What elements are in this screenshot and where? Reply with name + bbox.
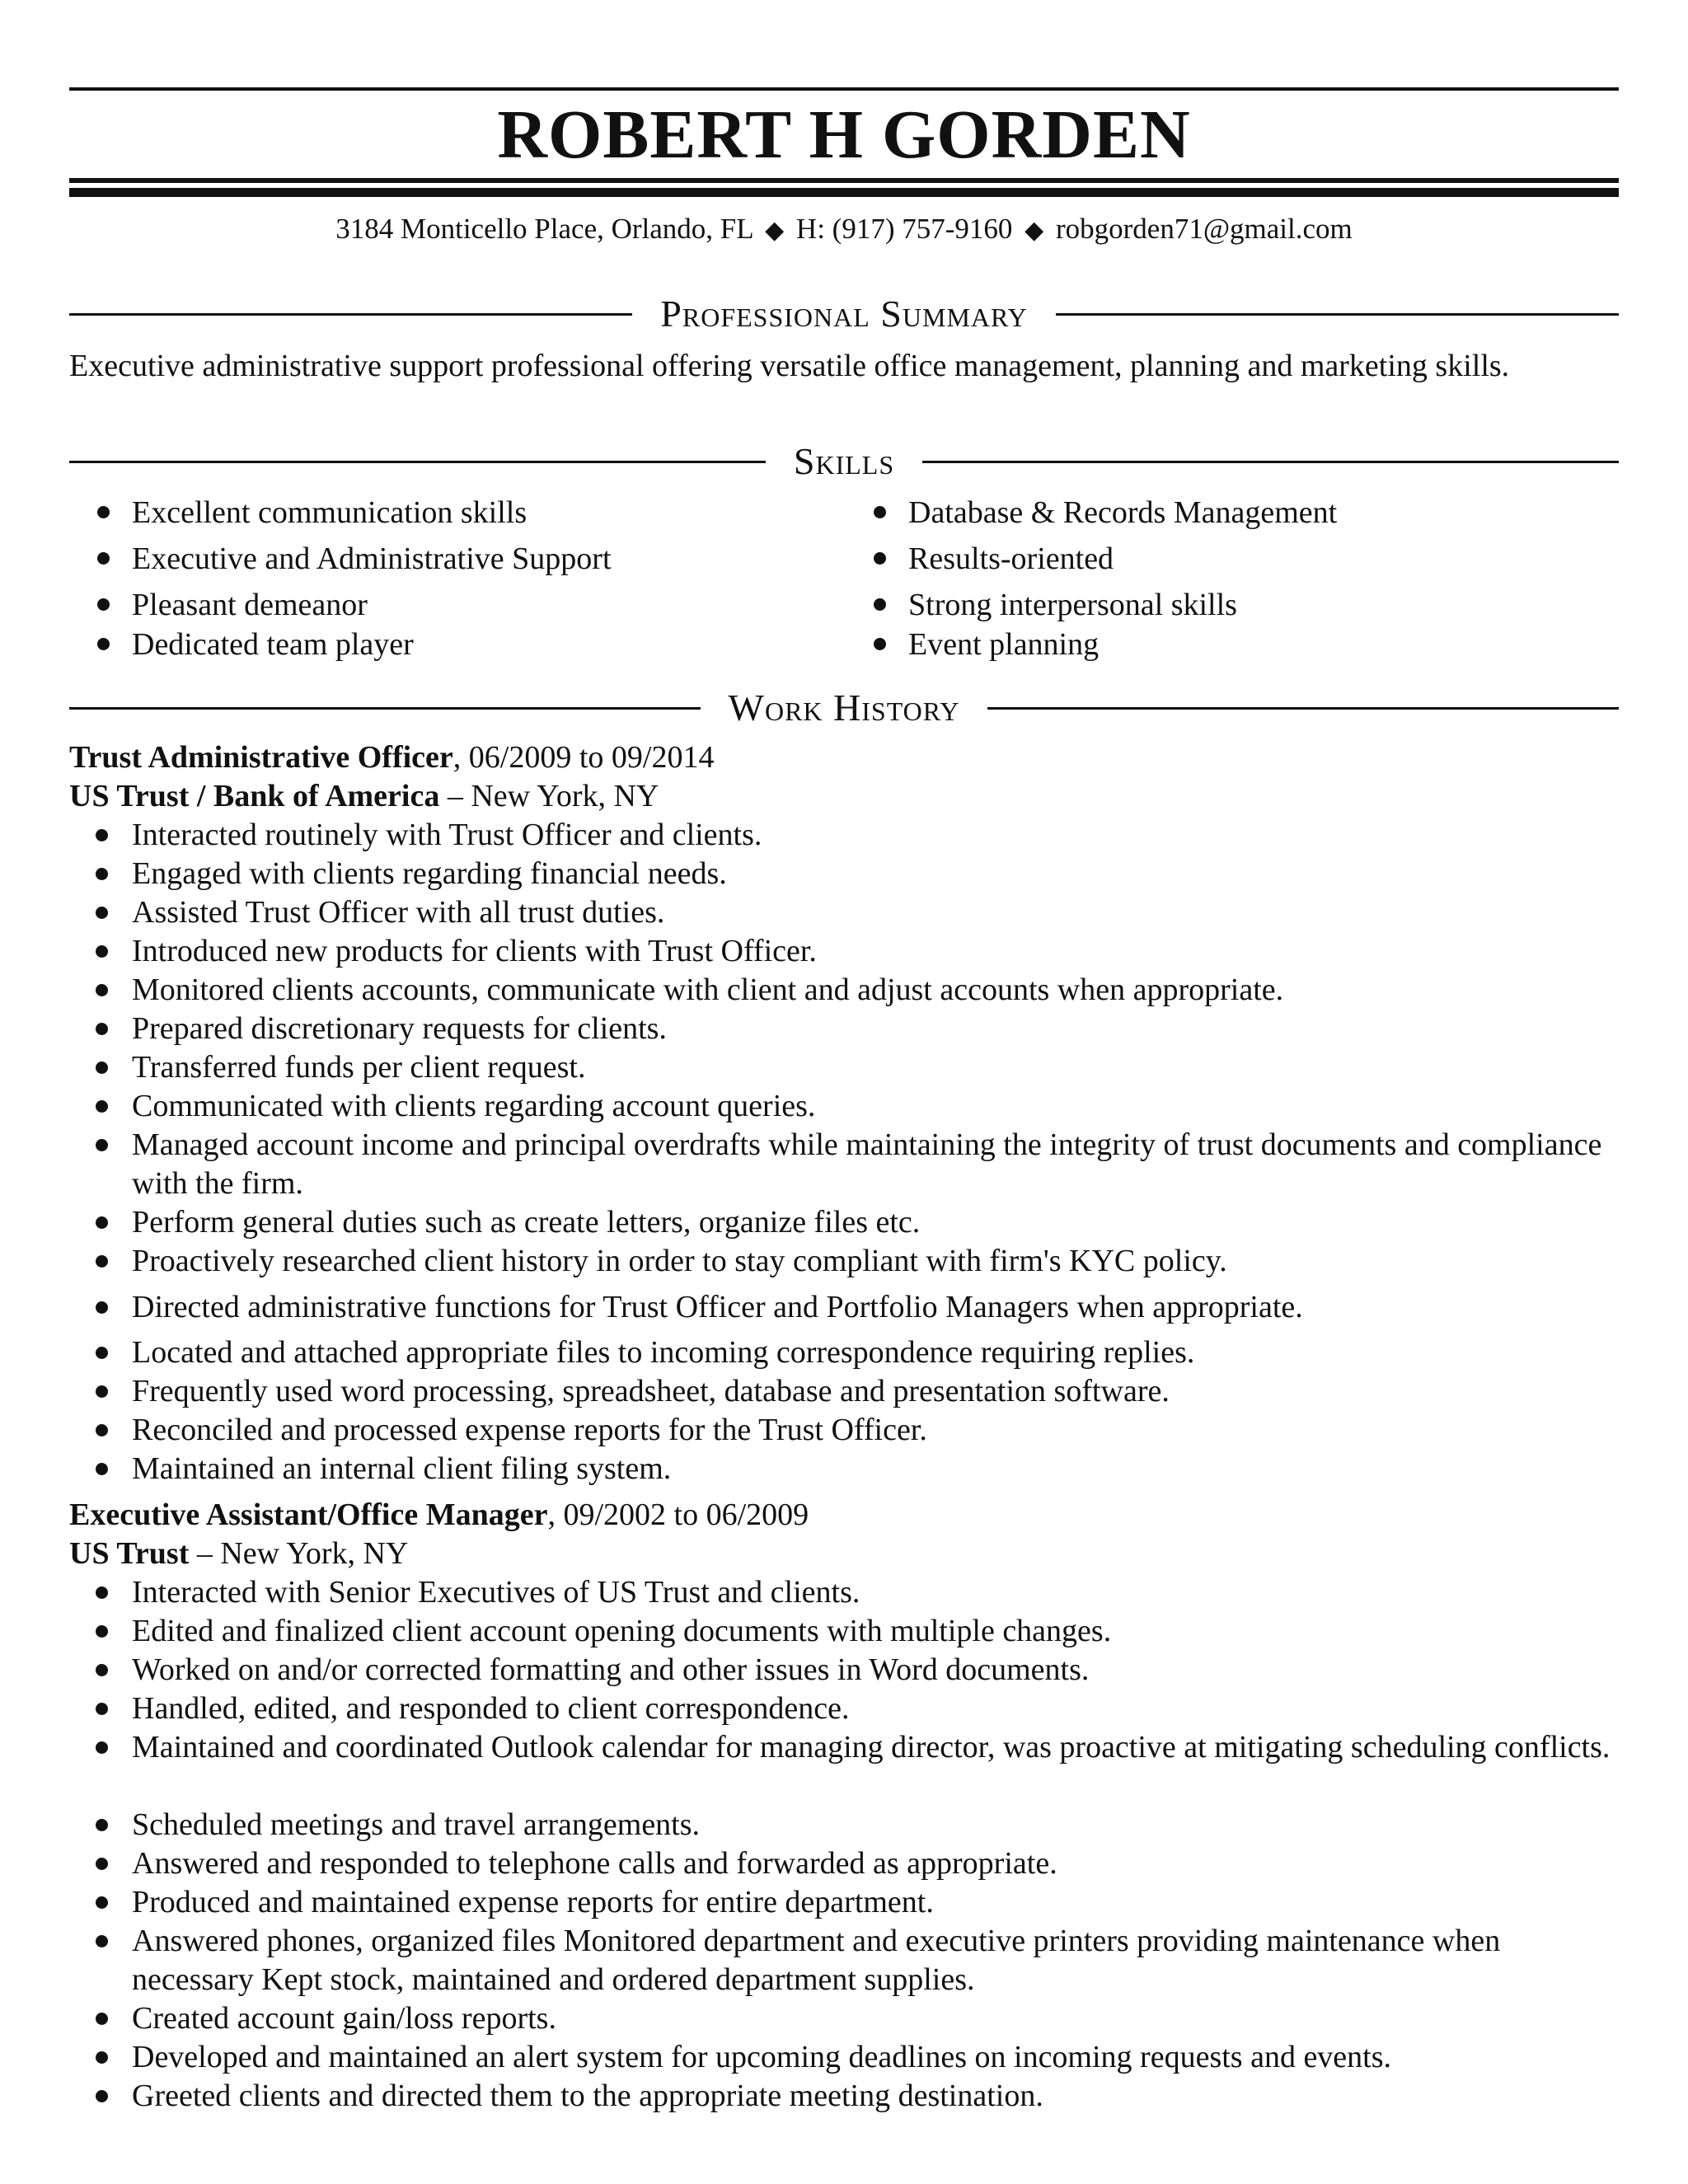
bullet-icon <box>96 1935 108 1947</box>
bullet-icon <box>96 1741 108 1754</box>
summary-heading <box>69 291 1619 337</box>
heading-rule <box>69 461 766 463</box>
duty-item: Interacted routinely with Trust Officer and clients. <box>132 816 1619 855</box>
duty-item: Communicated with clients regarding account queries. <box>132 1087 1619 1126</box>
duty-item: Perform general duties such as create letters, organize files etc. <box>132 1203 1619 1242</box>
bullet-icon <box>96 1255 108 1268</box>
duty-item: Introduced new products for clients with Trust Officer. <box>132 932 1619 971</box>
job-title-line <box>69 1496 809 1535</box>
bullet-icon <box>96 1347 108 1359</box>
bullet-icon <box>96 1858 108 1870</box>
bullet-icon <box>96 1896 108 1909</box>
bullet-icon <box>96 829 108 841</box>
duty-item: Located and attached appropriate files to incoming correspondence requiring replies. <box>132 1333 1619 1372</box>
job-company-line <box>69 777 659 816</box>
bullet-icon <box>96 1216 108 1229</box>
duty-item: Maintained and coordinated Outlook calendar for managing director, was proactive at mitigating scheduling conflicts. <box>132 1728 1619 1767</box>
bullet-icon <box>96 1023 108 1035</box>
duty-item: Worked on and/or corrected formatting and other issues in Word documents. <box>132 1651 1619 1690</box>
bullet-icon <box>97 506 110 518</box>
job-title-line <box>69 738 714 777</box>
address: 3184 Monticello Place, Orlando, FL <box>335 213 753 245</box>
job-company-line <box>69 1535 408 1573</box>
bullet-icon <box>96 1301 108 1314</box>
bullet-icon <box>96 1586 108 1599</box>
bullet-icon <box>96 1062 108 1074</box>
duty-item: Developed and maintained an alert system for upcoming deadlines on incoming requests and events. <box>132 2038 1619 2077</box>
bullet-icon <box>96 945 108 958</box>
summary-heading-title: Professional Summary <box>660 293 1028 335</box>
header-rule-thin <box>69 178 1619 183</box>
diamond-separator-icon: ◆ <box>765 217 785 244</box>
candidate-name: ROBERT H GORDEN <box>497 96 1191 173</box>
bullet-icon <box>96 2013 108 2025</box>
bullet-icon <box>96 1385 108 1398</box>
duty-item: Assisted Trust Officer with all trust duties. <box>132 893 1619 932</box>
bullet-icon <box>874 552 886 565</box>
duty-item: Transferred funds per client request. <box>132 1048 1619 1087</box>
skill-item: Pleasant demeanor <box>132 588 368 622</box>
heading-rule <box>922 461 1619 463</box>
duty-item: Answered phones, organized files Monitored department and executive printers providing maintenance when necessary Kept stock, maintained and ordered department supplies. <box>132 1922 1619 1999</box>
job-title: Executive Assistant/Office Manager <box>69 1497 548 1532</box>
duty-item: Proactively researched client history in order to stay compliant with firm's KYC policy. <box>132 1242 1619 1281</box>
bullet-icon <box>874 506 886 518</box>
bullet-icon <box>96 1625 108 1638</box>
work-history-heading <box>69 685 1619 731</box>
bullet-icon <box>96 1100 108 1113</box>
heading-rule <box>69 313 632 316</box>
skill-item: Excellent communication skills <box>132 495 528 530</box>
bullet-icon <box>97 598 110 611</box>
skill-item: Executive and Administrative Support <box>132 541 612 576</box>
bullet-icon <box>874 638 886 650</box>
duty-item: Interacted with Senior Executives of US Trust and clients. <box>132 1573 1619 1612</box>
company-name: US Trust / Bank of America <box>69 779 440 813</box>
duty-item: Produced and maintained expense reports for entire department. <box>132 1883 1619 1922</box>
work-history-heading-title: Work History <box>728 687 960 729</box>
bullet-icon <box>96 868 108 880</box>
duty-item: Created account gain/loss reports. <box>132 1999 1619 2038</box>
job-dates: , 06/2009 to 09/2014 <box>452 740 715 775</box>
header-top-rule <box>69 87 1619 91</box>
summary-text: Executive administrative support professional offering versatile office management, planning and marketing skills. <box>69 349 1510 383</box>
heading-rule <box>1056 313 1619 316</box>
bullet-icon <box>96 984 108 996</box>
bullet-icon <box>96 2090 108 2102</box>
bullet-icon <box>96 1664 108 1676</box>
bullet-icon <box>97 638 110 650</box>
skills-heading-title: Skills <box>793 440 895 482</box>
duty-item: Maintained an internal client filing system. <box>132 1450 1619 1488</box>
duty-item: Prepared discretionary requests for clients. <box>132 1010 1619 1048</box>
duty-item: Handled, edited, and responded to client correspondence. <box>132 1690 1619 1728</box>
company-name: US Trust <box>69 1536 190 1571</box>
duty-item: Managed account income and principal overdrafts while maintaining the integrity of trust documents and compliance with the firm. <box>132 1126 1619 1203</box>
duty-item: Frequently used word processing, spreadsheet, database and presentation software. <box>132 1372 1619 1411</box>
company-location: – New York, NY <box>189 1536 409 1571</box>
heading-rule <box>69 707 701 710</box>
duty-item: Monitored clients accounts, communicate with client and adjust accounts when appropriate. <box>132 971 1619 1010</box>
email[interactable]: robgorden71@gmail.com <box>1055 213 1353 245</box>
duty-item: Engaged with clients regarding financial needs. <box>132 855 1619 893</box>
bullet-icon <box>96 1139 108 1151</box>
bullet-icon <box>96 1819 108 1831</box>
company-location: – New York, NY <box>439 779 659 813</box>
bullet-icon <box>97 552 110 565</box>
contact-line <box>69 211 1619 249</box>
duty-item: Directed administrative functions for Trust Officer and Portfolio Managers when appropriate. <box>132 1288 1619 1327</box>
bullet-icon <box>96 2051 108 2064</box>
duty-item: Edited and finalized client account opening documents with multiple changes. <box>132 1612 1619 1651</box>
job-dates: , 09/2002 to 06/2009 <box>547 1497 809 1532</box>
job-title: Trust Administrative Officer <box>69 740 453 775</box>
bullet-icon <box>96 907 108 919</box>
duty-item: Reconciled and processed expense reports for the Trust Officer. <box>132 1411 1619 1450</box>
bullet-icon <box>96 1424 108 1436</box>
header-rule-thick <box>69 188 1619 197</box>
skill-item: Dedicated team player <box>132 627 414 662</box>
diamond-separator-icon: ◆ <box>1025 217 1044 244</box>
skill-item: Event planning <box>908 627 1100 662</box>
bullet-icon <box>96 1703 108 1715</box>
skill-item: Database & Records Management <box>908 495 1338 530</box>
duty-item: Scheduled meetings and travel arrangements. <box>132 1806 1619 1844</box>
bullet-icon <box>96 1463 108 1475</box>
skills-heading <box>69 438 1619 485</box>
heading-rule <box>987 707 1619 710</box>
phone: H: (917) 757-9160 <box>795 213 1013 245</box>
duty-item: Greeted clients and directed them to the appropriate meeting destination. <box>132 2077 1619 2116</box>
bullet-icon <box>874 598 886 611</box>
skill-item: Results-oriented <box>908 541 1114 576</box>
duty-item: Answered and responded to telephone calls and forwarded as appropriate. <box>132 1844 1619 1883</box>
skill-item: Strong interpersonal skills <box>908 588 1237 622</box>
